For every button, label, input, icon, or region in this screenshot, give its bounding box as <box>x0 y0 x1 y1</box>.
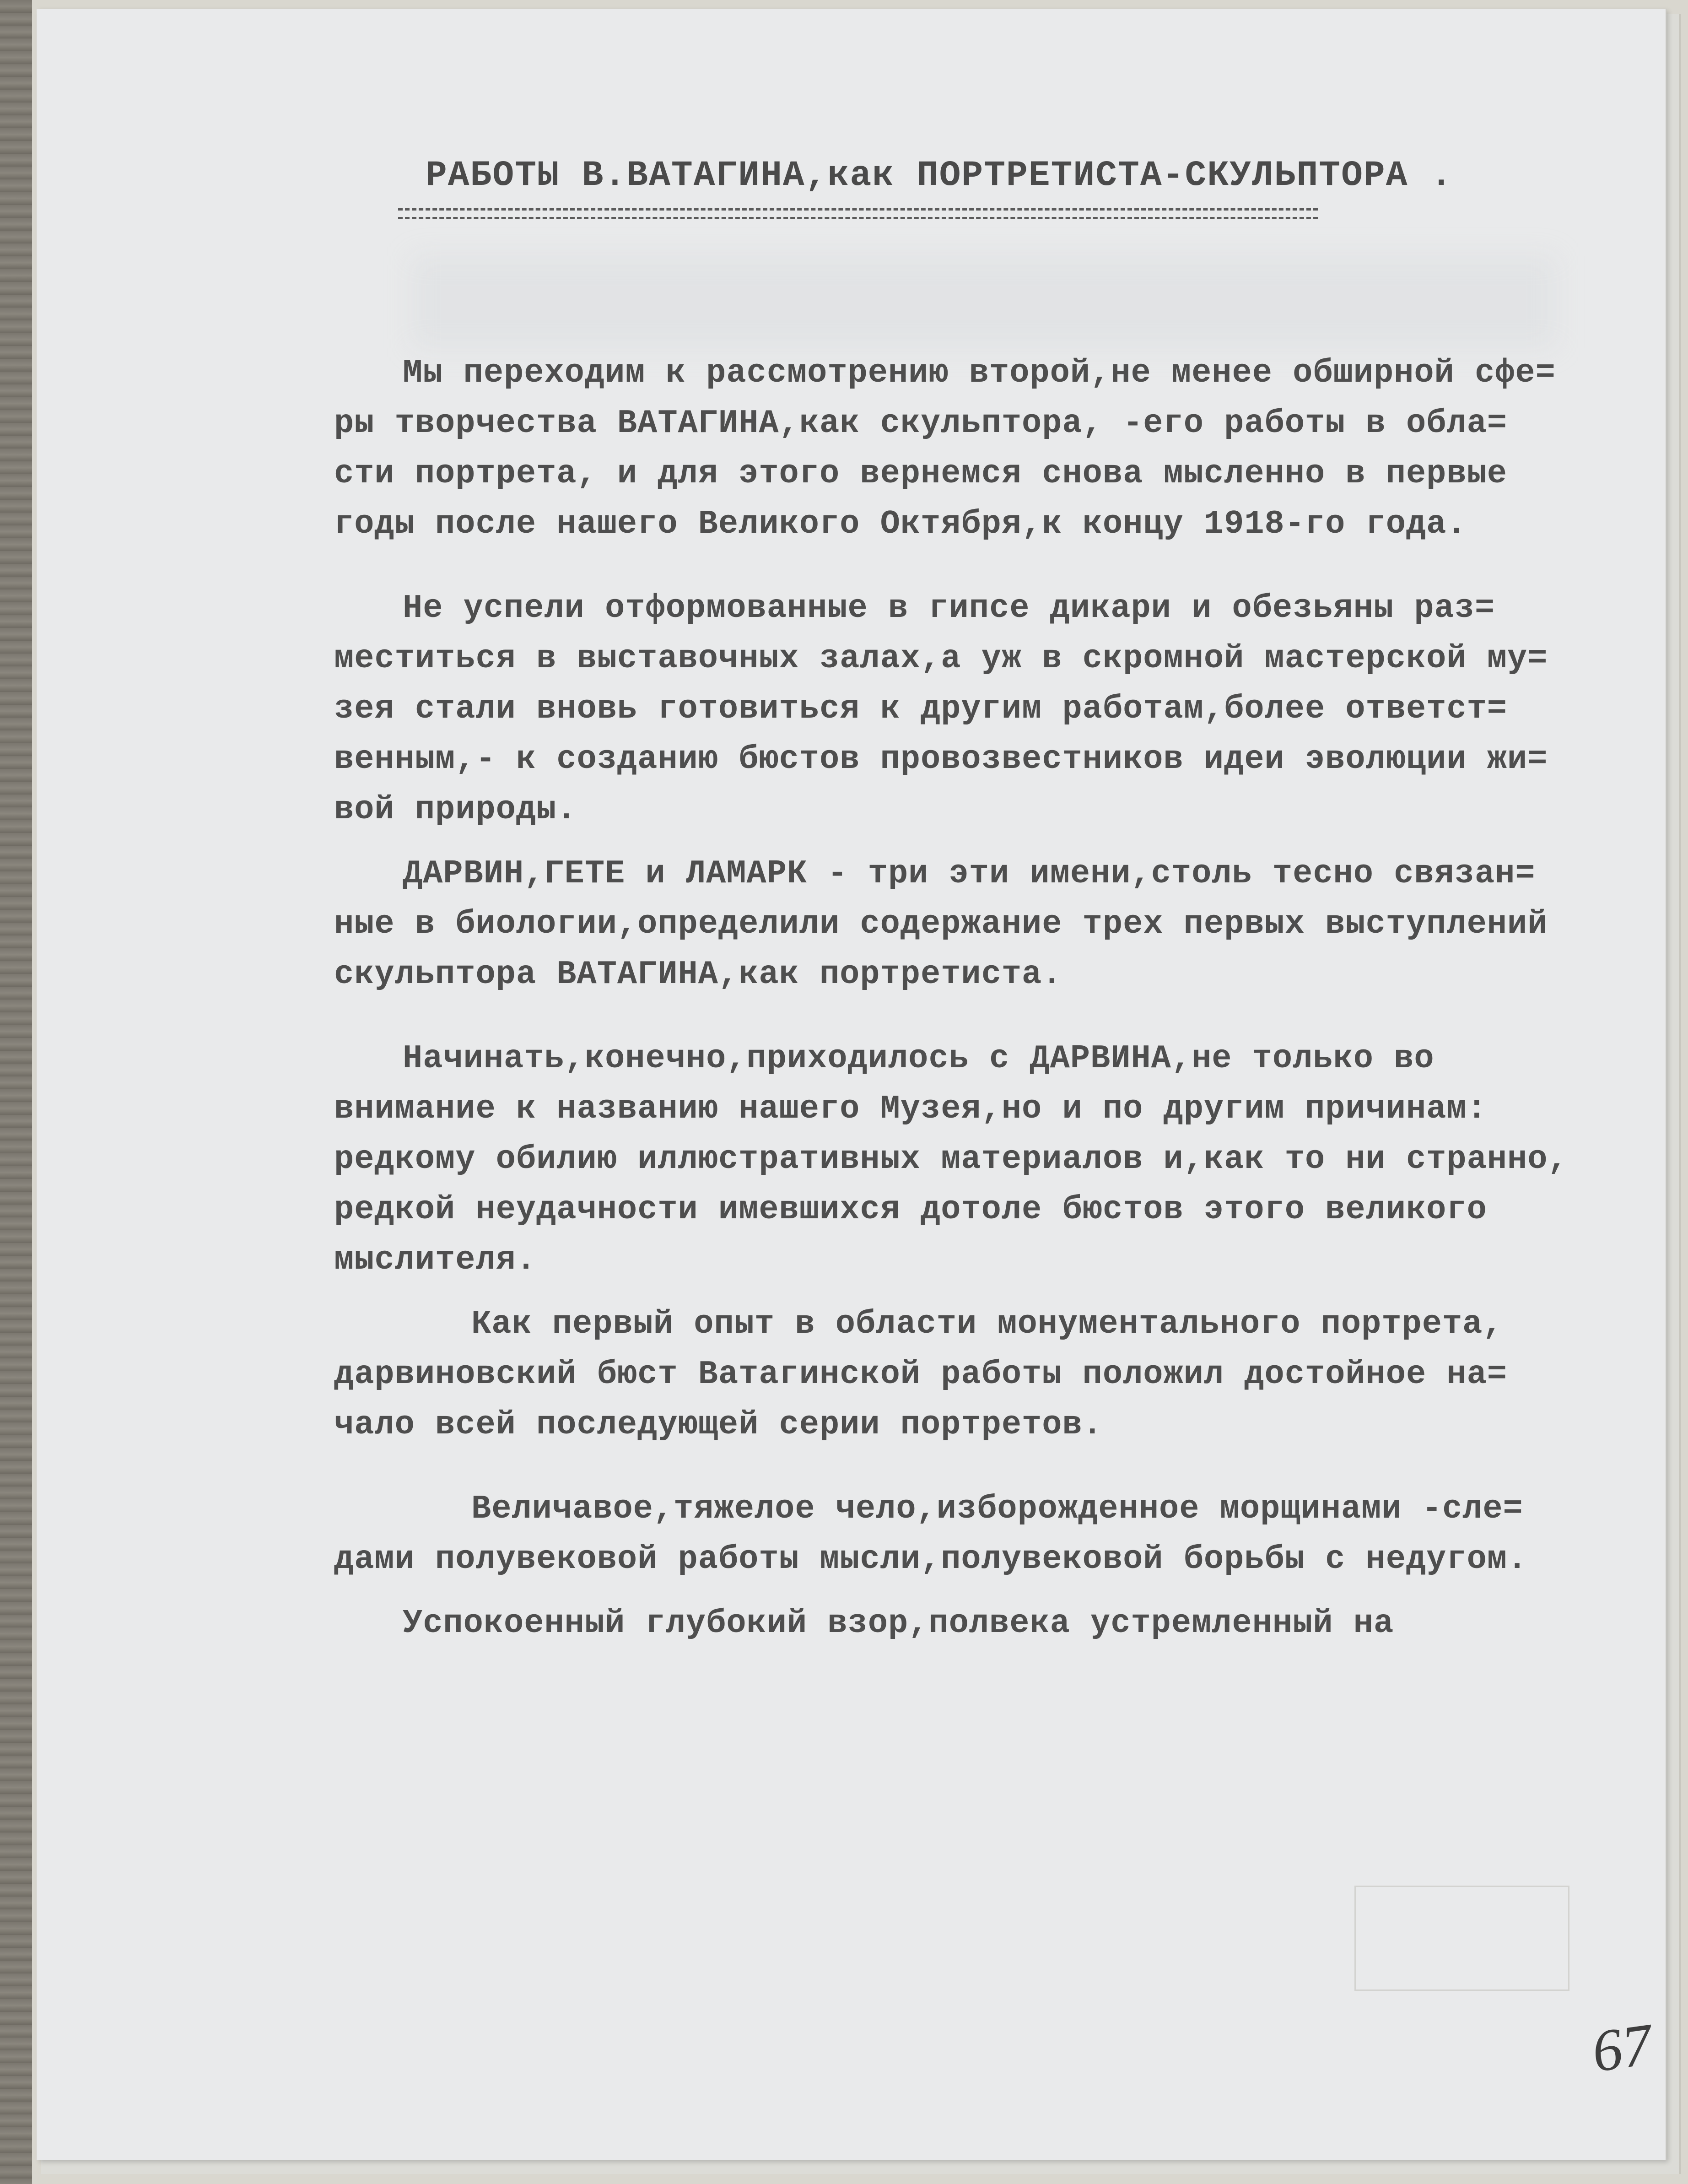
paragraph: Как первый опыт в области монументального портрета, дарвиновский бюст Ватагинской работы положил достойное на= чало всей последующей серии портретов. <box>334 1305 1508 1443</box>
title-underline <box>398 208 1318 219</box>
paragraph: Начинать,конечно,приходилось с ДАРВИНА,не только во внимание к названию нашего Музея,но и по другим причинам: редкому обилию иллюстративных материалов и,как то ни странно, редкой неудачности имевшихся дотоле бюстов этого великого мыслителя. <box>334 1040 1568 1279</box>
binding-edge <box>0 0 32 2184</box>
folio-number: 67 <box>1588 2011 1656 2085</box>
paragraph: Успокоенный глубокий взор,полвека устремленный на <box>403 1605 1394 1642</box>
paragraph: Не успели отформованные в гипсе дикари и обезьяны раз= меститься в выставочных залах,а уж в скромной мастерской му= зея стали вновь готовиться к другим работам,более ответст= венным,- к созданию бюстов провозвестников идеи эволюции жи= вой природы. <box>334 589 1548 828</box>
paragraph: Величавое,тяжелое чело,изборожденное морщинами -сле= дами полувековой работы мысли,полувековой борьбы с недугом. <box>334 1490 1528 1578</box>
page-title: РАБОТЫ В.ВАТАГИНА,как ПОРТРЕТИСТА-СКУЛЬПТОРА . <box>426 156 1453 196</box>
paragraph: ДАРВИН,ГЕТЕ и ЛАМАРК - три эти имени,столь тесно связан= ные в биологии,определили содержание трех первых выступлений скульптора ВАТАГИНА,как портретиста. <box>334 855 1548 993</box>
paragraph: Мы переходим к рассмотрению второй,не менее обширной сфе= ры творчества ВАТАГИНА,как скульптора, -его работы в обла= сти портрета, и для этого вернемся снова мысленно в первые годы после нашего Великого Октября,к концу 1918-го года. <box>334 354 1556 543</box>
ink-bleedthrough <box>412 256 1556 348</box>
archive-stamp <box>1354 1886 1569 1991</box>
body-text <box>334 348 1579 1682</box>
